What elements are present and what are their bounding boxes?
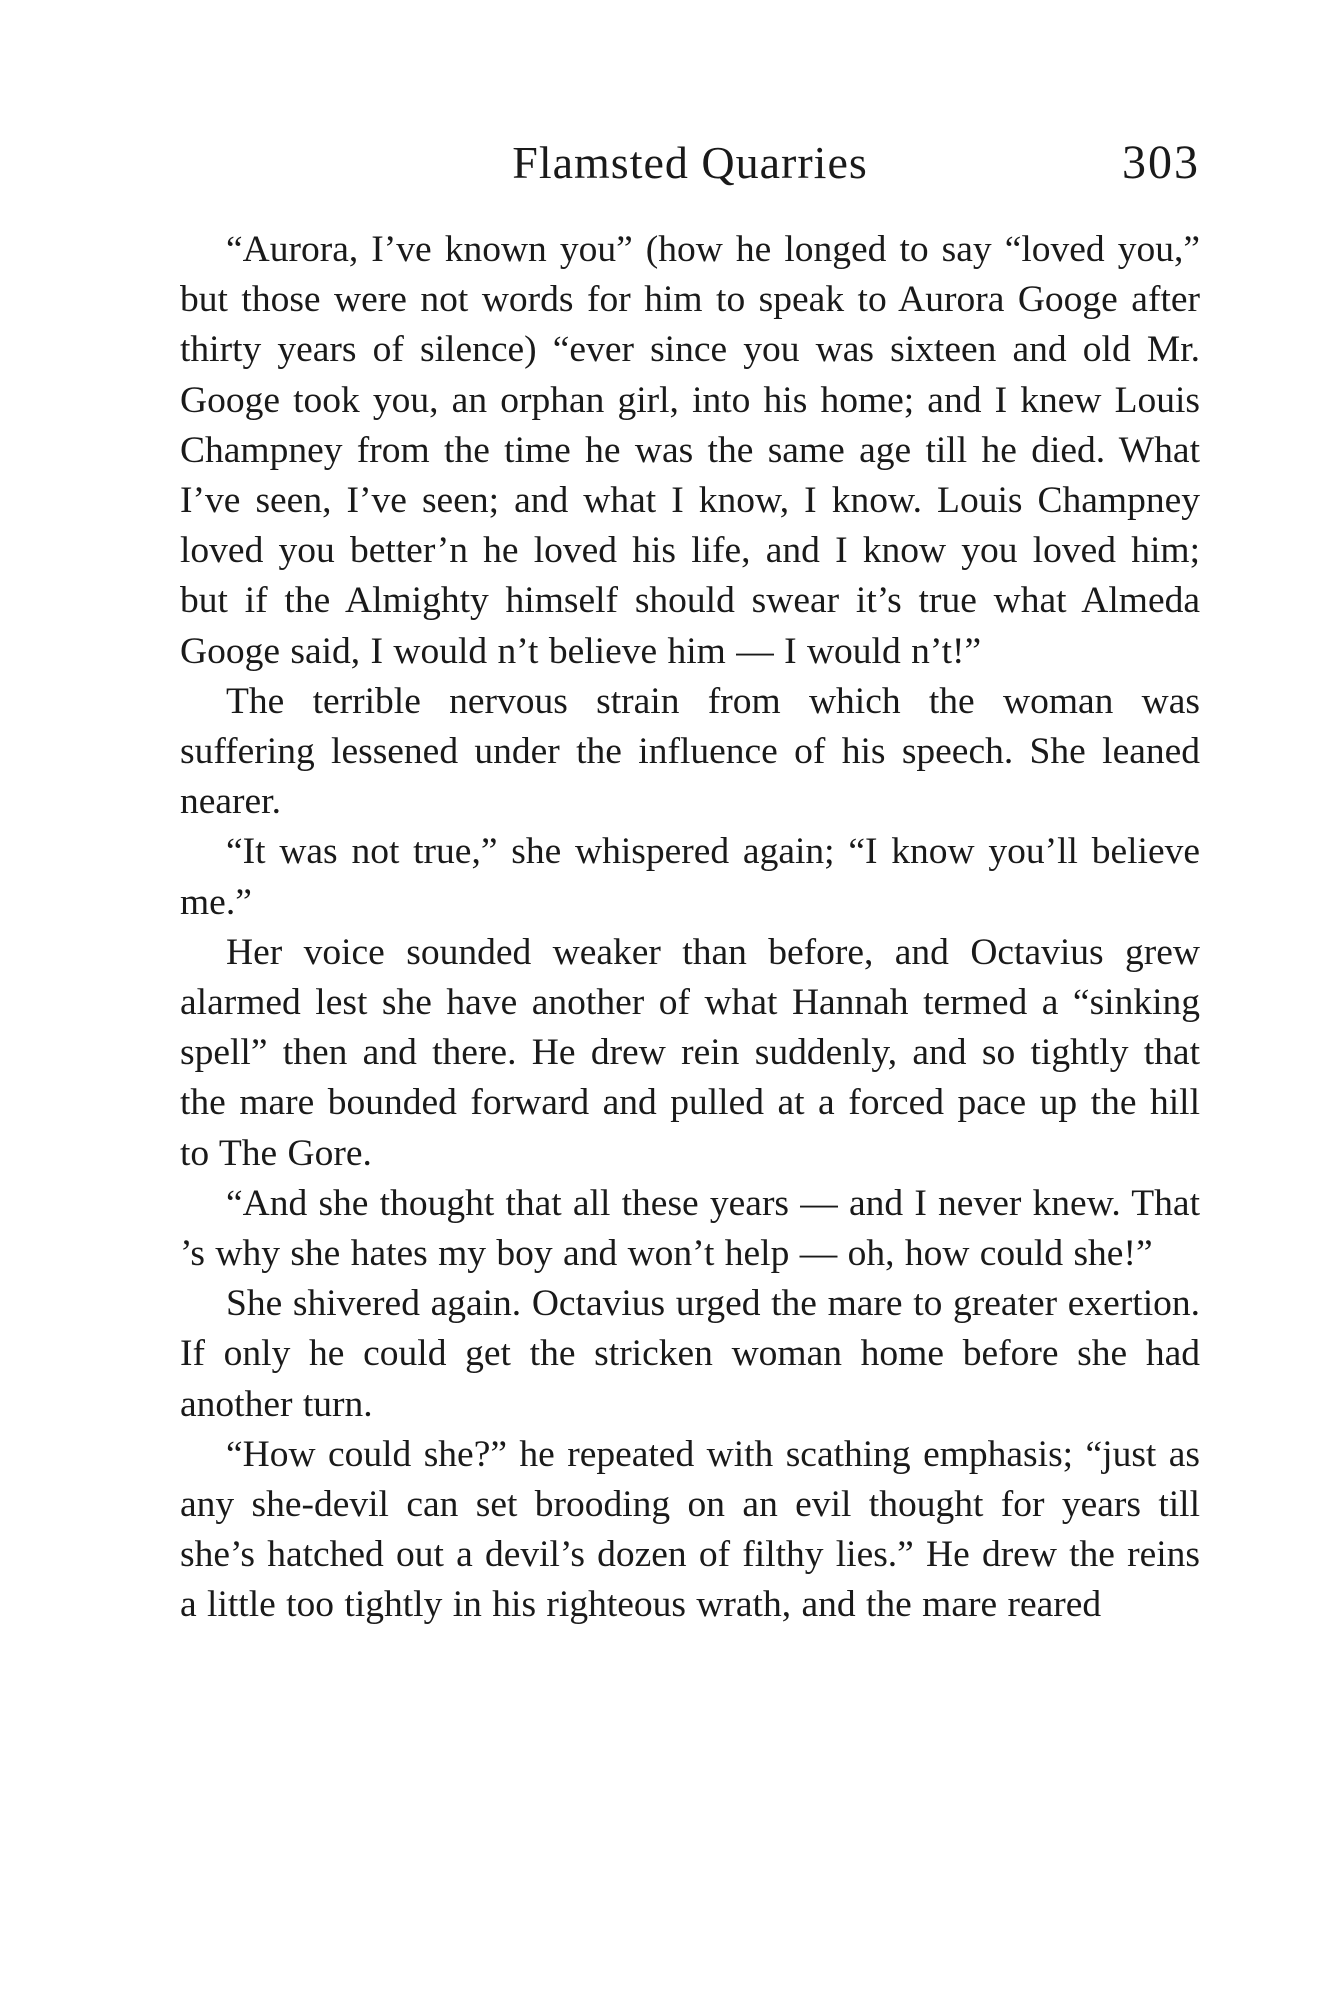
paragraph-2: The terrible nervous strain from which the woman was suffering lessened under the influence of his speech. She leaned nearer. [180, 680, 1200, 823]
paragraph-4: Her voice sounded weaker than before, and Octavius grew alarmed lest she have another of what Hannah termed a “sinking spell” then and there. He drew rein suddenly, and so tightly that the mare bounded forward and pulled at a forced pace up the hill to The Gore. [180, 931, 1200, 1174]
paragraph-7: “How could she?” he repeated with scathing emphasis; “just as any she-devil can set brooding on an evil thought for years till she’s hatched out a devil’s dozen of filthy lies.” He drew the reins a little too tightly in his righteous wrath, and the mare reared [180, 1433, 1200, 1626]
paragraph-1: “Aurora, I’ve known you” (how he longed to say “loved you,” but those were not words for him to speak to Aurora Googe after thirty years of silence) “ever since you was sixteen and old Mr. Googe took you, an orphan girl, into his home; and I knew Louis Champney from the time he was the same age till he died. What I’ve seen, I’ve seen; and what I know, I know. Louis Champney loved you better’n he loved his life, and I know you loved him; but if the Almighty himself should swear it’s true what Almeda Googe said, I would n’t believe him — I would n’t!” [180, 229, 1200, 672]
body-text [180, 225, 1200, 1631]
running-head [180, 128, 1200, 198]
paragraph-6: She shivered again. Octavius urged the mare to greater exertion. If only he could get the stricken woman home before she had another turn. [180, 1283, 1200, 1425]
paragraph-3: “It was not true,” she whispered again; “I know you’ll believe me.” [180, 831, 1200, 923]
page-number: 303 [1122, 136, 1200, 189]
running-title: Flamsted Quarries [512, 137, 868, 188]
paragraph-5: “And she thought that all these years — and I never knew. That ’s why she hates my boy and won’t help — oh, how could she!” [180, 1182, 1200, 1275]
